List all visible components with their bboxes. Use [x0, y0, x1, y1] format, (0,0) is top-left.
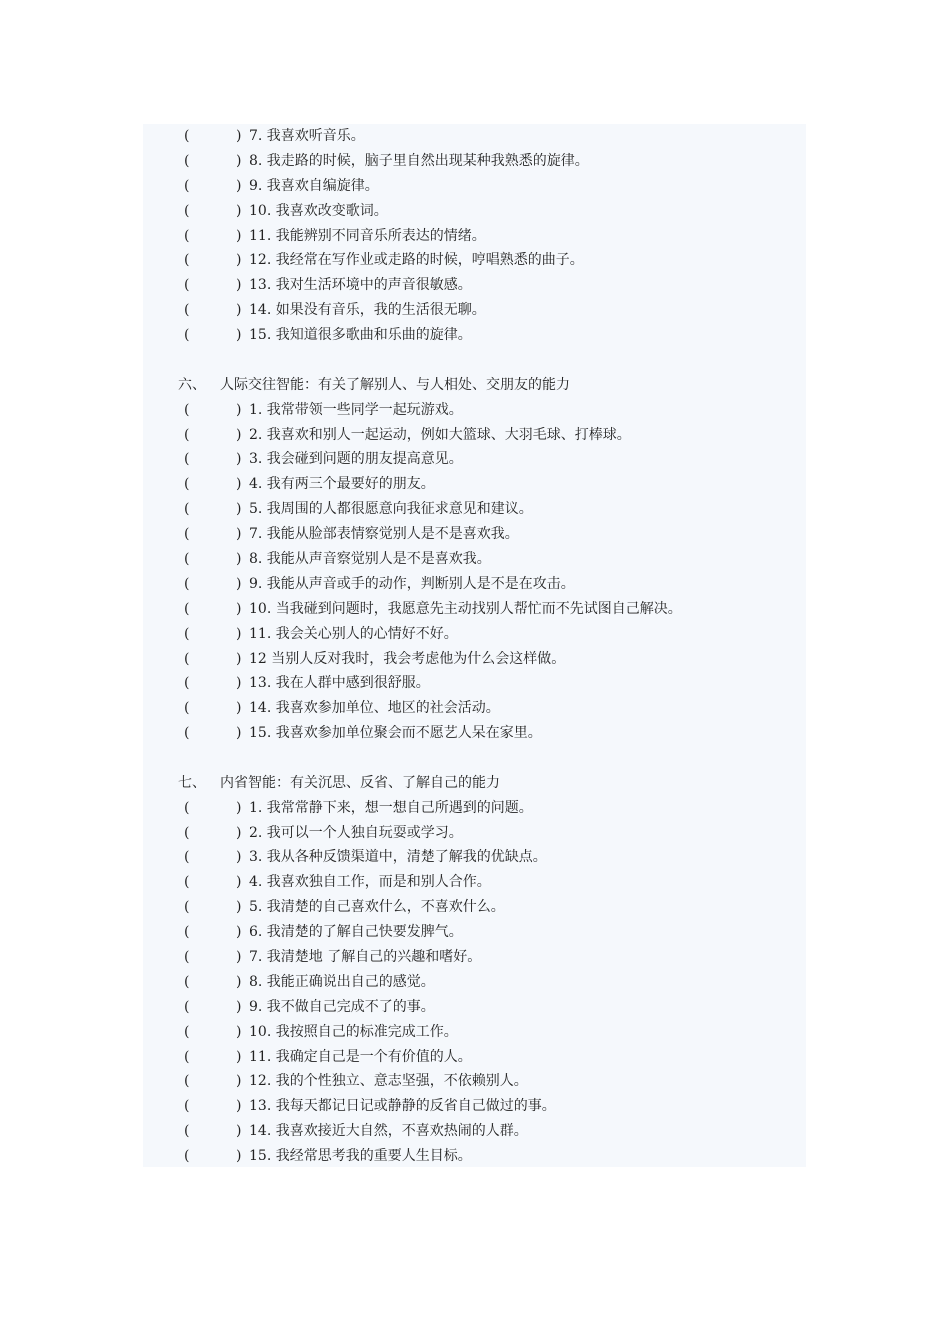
answer-blank-open: (: [184, 501, 190, 518]
question-item: [178, 199, 798, 224]
question-item: [178, 970, 798, 995]
question-item: [178, 522, 798, 547]
answer-blank-close: ): [236, 998, 242, 1015]
answer-blank-close: ): [236, 700, 242, 717]
answer-blank-close: ): [236, 550, 242, 567]
answer-blank-close: ): [236, 824, 242, 841]
question-item: [178, 149, 798, 174]
question-text: 15. 我经常思考我的重要人生目标。: [249, 1148, 472, 1165]
question-item: [178, 497, 798, 522]
answer-blank-close: ): [236, 128, 242, 144]
question-item: [178, 1020, 798, 1045]
answer-blank-close: ): [236, 1048, 242, 1065]
section-gap: [178, 746, 798, 771]
question-item: [178, 472, 798, 497]
question-text: 4. 我喜欢独自工作，而是和别人合作。: [249, 874, 491, 891]
answer-blank-close: ): [236, 401, 242, 418]
answer-blank-close: ): [236, 924, 242, 941]
section-6-number: 六、: [178, 376, 206, 393]
questionnaire-content: [178, 124, 798, 1169]
answer-blank-close: ): [236, 949, 242, 966]
question-text: 7. 我能从脸部表情察觉别人是不是喜欢我。: [249, 526, 519, 543]
question-item: [178, 696, 798, 721]
question-text: 13. 我对生活环境中的声音很敏感。: [249, 277, 472, 294]
question-item: [178, 870, 798, 895]
answer-blank-open: (: [184, 550, 190, 567]
section-6-heading: [178, 373, 798, 398]
answer-blank-open: (: [184, 1023, 190, 1040]
question-text: 13. 我在人群中感到很舒服。: [249, 675, 430, 692]
answer-blank-close: ): [236, 1073, 242, 1090]
answer-blank-close: ): [236, 277, 242, 294]
question-item: [178, 721, 798, 746]
question-text: 10. 我按照自己的标准完成工作。: [249, 1023, 458, 1040]
answer-blank-close: ): [236, 650, 242, 667]
question-text: 3. 我从各种反馈渠道中，清楚了解我的优缺点。: [249, 849, 547, 866]
question-item: [178, 647, 798, 672]
question-text: 7. 我喜欢听音乐。: [249, 128, 365, 144]
section-5-items: [178, 124, 798, 348]
question-text: 10. 我喜欢改变歌词。: [249, 202, 388, 219]
section-gap: [178, 348, 798, 373]
question-item: [178, 1094, 798, 1119]
answer-blank-open: (: [184, 1098, 190, 1115]
question-text: 15. 我知道很多歌曲和乐曲的旋律。: [249, 327, 472, 344]
answer-blank-close: ): [236, 874, 242, 891]
question-text: 14. 我喜欢参加单位、地区的社会活动。: [249, 700, 500, 717]
section-7-heading: [178, 771, 798, 796]
question-text: 8. 我能正确说出自己的感觉。: [249, 973, 435, 990]
question-item: [178, 920, 798, 945]
question-item: [178, 298, 798, 323]
question-item: [178, 845, 798, 870]
answer-blank-open: (: [184, 128, 190, 144]
answer-blank-close: ): [236, 675, 242, 692]
answer-blank-close: ): [236, 501, 242, 518]
question-item: [178, 423, 798, 448]
answer-blank-open: (: [184, 575, 190, 592]
answer-blank-open: (: [184, 401, 190, 418]
answer-blank-close: ): [236, 600, 242, 617]
answer-blank-close: ): [236, 1023, 242, 1040]
question-item: [178, 622, 798, 647]
answer-blank-open: (: [184, 476, 190, 493]
question-text: 8. 我走路的时候，脑子里自然出现某种我熟悉的旋律。: [249, 152, 589, 169]
answer-blank-close: ): [236, 1148, 242, 1165]
answer-blank-close: ): [236, 327, 242, 344]
answer-blank-open: (: [184, 849, 190, 866]
question-text: 1. 我常常静下来，想一想自己所遇到的问题。: [249, 799, 533, 816]
answer-blank-close: ): [236, 177, 242, 194]
answer-blank-open: (: [184, 650, 190, 667]
answer-blank-close: ): [236, 202, 242, 219]
question-item: [178, 1069, 798, 1094]
answer-blank-open: (: [184, 700, 190, 717]
question-text: 12 当别人反对我时，我会考虑他为什么会这样做。: [249, 650, 566, 667]
answer-blank-open: (: [184, 600, 190, 617]
question-item: [178, 796, 798, 821]
question-text: 12. 我经常在写作业或走路的时候，哼唱熟悉的曲子。: [249, 252, 584, 269]
question-item: [178, 1144, 798, 1169]
answer-blank-close: ): [236, 575, 242, 592]
answer-blank-open: (: [184, 725, 190, 742]
question-text: 2. 我喜欢和别人一起运动，例如大篮球、大羽毛球、打棒球。: [249, 426, 631, 443]
section-6-title: 人际交往智能：有关了解别人、与人相处、交朋友的能力: [220, 376, 570, 393]
answer-blank-open: (: [184, 973, 190, 990]
answer-blank-open: (: [184, 152, 190, 169]
answer-blank-open: (: [184, 227, 190, 244]
answer-blank-close: ): [236, 625, 242, 642]
answer-blank-open: (: [184, 924, 190, 941]
question-text: 14. 我喜欢接近大自然，不喜欢热闹的人群。: [249, 1123, 528, 1140]
answer-blank-close: ): [236, 451, 242, 468]
answer-blank-open: (: [184, 949, 190, 966]
question-text: 9. 我喜欢自编旋律。: [249, 177, 379, 194]
answer-blank-open: (: [184, 824, 190, 841]
section-7-number: 七、: [178, 774, 206, 791]
answer-blank-close: ): [236, 725, 242, 742]
answer-blank-close: ): [236, 1098, 242, 1115]
question-item: [178, 597, 798, 622]
question-text: 3. 我会碰到问题的朋友提高意见。: [249, 451, 463, 468]
question-text: 7. 我清楚地 了解自己的兴趣和嗜好。: [249, 949, 482, 966]
answer-blank-open: (: [184, 1148, 190, 1165]
answer-blank-close: ): [236, 899, 242, 916]
question-item: [178, 248, 798, 273]
question-item: [178, 671, 798, 696]
question-item: [178, 995, 798, 1020]
answer-blank-open: (: [184, 526, 190, 543]
question-text: 2. 我可以一个人独自玩耍或学习。: [249, 824, 463, 841]
question-item: [178, 174, 798, 199]
question-text: 6. 我清楚的了解自己快要发脾气。: [249, 924, 463, 941]
answer-blank-close: ): [236, 426, 242, 443]
question-item: [178, 224, 798, 249]
question-item: [178, 124, 798, 149]
answer-blank-open: (: [184, 302, 190, 319]
question-item: [178, 1119, 798, 1144]
answer-blank-close: ): [236, 302, 242, 319]
answer-blank-open: (: [184, 327, 190, 344]
answer-blank-open: (: [184, 426, 190, 443]
answer-blank-open: (: [184, 998, 190, 1015]
section-7-items: [178, 796, 798, 1169]
answer-blank-open: (: [184, 177, 190, 194]
question-text: 11. 我确定自己是一个有价值的人。: [249, 1048, 472, 1065]
question-item: [178, 895, 798, 920]
answer-blank-open: (: [184, 1073, 190, 1090]
answer-blank-close: ): [236, 476, 242, 493]
question-text: 1. 我常带领一些同学一起玩游戏。: [249, 401, 463, 418]
answer-blank-close: ): [236, 799, 242, 816]
question-item: [178, 1045, 798, 1070]
question-text: 10. 当我碰到问题时，我愿意先主动找别人帮忙而不先试图自己解决。: [249, 600, 682, 617]
question-item: [178, 398, 798, 423]
question-text: 14. 如果没有音乐，我的生活很无聊。: [249, 302, 486, 319]
question-item: [178, 572, 798, 597]
answer-blank-open: (: [184, 202, 190, 219]
question-text: 5. 我清楚的自己喜欢什么，不喜欢什么。: [249, 899, 505, 916]
question-text: 15. 我喜欢参加单位聚会而不愿艺人呆在家里。: [249, 725, 542, 742]
answer-blank-close: ): [236, 1123, 242, 1140]
question-item: [178, 273, 798, 298]
answer-blank-open: (: [184, 675, 190, 692]
answer-blank-close: ): [236, 849, 242, 866]
answer-blank-close: ): [236, 973, 242, 990]
question-item: [178, 547, 798, 572]
question-text: 11. 我会关心别人的心情好不好。: [249, 625, 458, 642]
question-item: [178, 821, 798, 846]
answer-blank-open: (: [184, 625, 190, 642]
answer-blank-open: (: [184, 252, 190, 269]
question-text: 12. 我的个性独立、意志坚强，不依赖别人。: [249, 1073, 528, 1090]
question-text: 5. 我周围的人都很愿意向我征求意见和建议。: [249, 501, 533, 518]
question-item: [178, 447, 798, 472]
answer-blank-open: (: [184, 899, 190, 916]
question-item: [178, 945, 798, 970]
question-text: 8. 我能从声音察觉别人是不是喜欢我。: [249, 550, 491, 567]
answer-blank-open: (: [184, 277, 190, 294]
answer-blank-close: ): [236, 526, 242, 543]
answer-blank-close: ): [236, 152, 242, 169]
section-7-title: 内省智能：有关沉思、反省、了解自己的能力: [220, 774, 500, 791]
question-text: 9. 我能从声音或手的动作，判断别人是不是在攻击。: [249, 575, 575, 592]
answer-blank-open: (: [184, 451, 190, 468]
answer-blank-close: ): [236, 227, 242, 244]
answer-blank-open: (: [184, 1123, 190, 1140]
answer-blank-open: (: [184, 874, 190, 891]
question-text: 9. 我不做自己完成不了的事。: [249, 998, 435, 1015]
question-text: 4. 我有两三个最要好的朋友。: [249, 476, 435, 493]
question-item: [178, 323, 798, 348]
question-text: 11. 我能辨别不同音乐所表达的情绪。: [249, 227, 486, 244]
answer-blank-open: (: [184, 799, 190, 816]
answer-blank-open: (: [184, 1048, 190, 1065]
question-text: 13. 我每天都记日记或静静的反省自己做过的事。: [249, 1098, 556, 1115]
section-6-items: [178, 398, 798, 746]
answer-blank-close: ): [236, 252, 242, 269]
